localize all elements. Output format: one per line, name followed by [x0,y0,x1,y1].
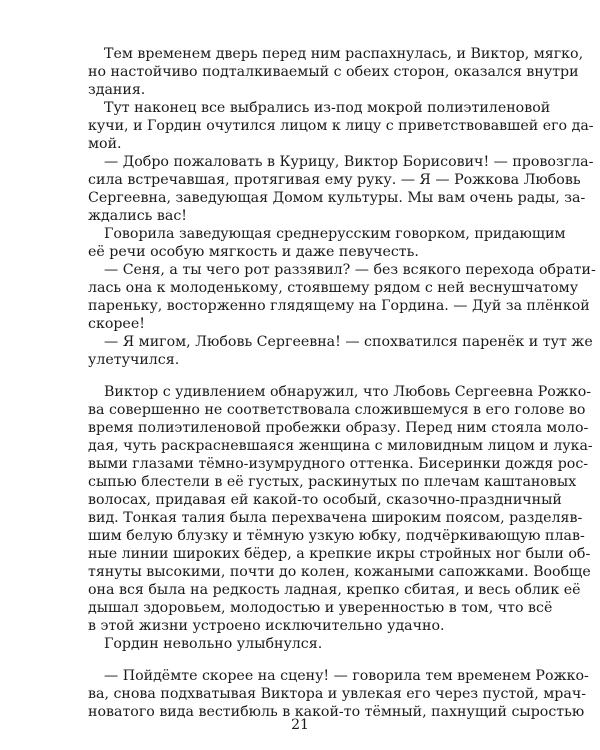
text-line: лась она к молоденькому, стоявшему рядом с ней веснушчатому [88,280,579,296]
text-line: время полиэтиленовой пробежки образу. Перед ним стояла моло- [88,420,589,436]
text-line: Тем временем дверь перед ним распахнулась, и Виктор, мягко, [104,46,584,62]
text-line: её речи особую мягкость и даже певучесть. [88,244,419,260]
text-line: Гордин невольно улыбнулся. [104,636,323,652]
text-line: Говорила заведующая среднерусским говорком, придающим [104,226,566,242]
text-line: ждались вас! [88,208,187,224]
text-line: — Пойдёмте скорее на сцену! — говорила тем временем Рожко- [104,668,589,684]
text-line: — Добро пожаловать в Курицу, Виктор Борисович! — провозгла- [104,154,594,170]
text-line: новатого вида вестибюль в какой-то тёмный, пахнущий сыростью [88,704,585,720]
text-line: она вся была на редкость ладная, крепко сбитая, и весь облик её [88,582,581,598]
text-line: улетучился. [88,352,180,368]
text-line: но настойчиво подталкиваемый с обеих сторон, оказался внутри [88,64,579,80]
text-line: Сергеевна, заведующая Домом культуры. Мы вам очень рады, за- [88,190,586,206]
text-line: кучи, и Гордин очутился лицом к лицу с приветствовавшей его да- [88,118,594,134]
text-line: ва совершенно не соответствовала сложившемуся в его голове во [88,402,586,418]
text-line: скорее! [88,316,145,332]
text-line: пареньку, восторженно глядящему на Гордина. — Дуй за плёнкой [88,298,590,314]
text-line: — Сеня, а ты чего рот раззявил? — без всякого перехода обрати- [104,262,596,278]
text-line: ные линии широких бёдер, а крепкие икры стройных ног были об- [88,546,591,562]
text-line: — Я мигом, Любовь Сергеевна! — спохватился паренёк и тут же [104,334,593,350]
text-line: в этой жизни устроено исключительно удачно. [88,618,445,634]
text-line: сыпью блестели в её густых, раскинутых по плечам каштановых [88,474,577,490]
text-line: сила встречавшая, протягивая ему руку. — Я — Рожкова Любовь [88,172,581,188]
text-line: выми глазами тёмно-изумрудного оттенка. Бисеринки дождя рос- [88,456,589,472]
text-line: дая, чуть раскрасневшаяся женщина с миловидным лицом и лука- [88,438,593,454]
text-line: шим белую блузку и тёмную узкую юбку, подчёркивающую плав- [88,528,585,544]
text-line: Виктор с удивлением обнаружил, что Любовь Сергеевна Рожко- [104,384,592,400]
page-number: 21 [291,717,309,733]
text-line: тянуты высокими, почти до колен, кожаными сапожками. Вообще [88,564,591,580]
text-line: волосах, придавая ей какой-то особый, сказочно-праздничный [88,492,562,508]
text-line: вид. Тонкая талия была перехвачена широким поясом, разделяв- [88,510,583,526]
text-line: здания. [88,82,146,98]
text-line: мой. [88,136,122,152]
text-line: ва, снова подхватывая Виктора и увлекая его через пустой, мрач- [88,686,587,702]
text-line: дышал здоровьем, молодостью и уверенностью в том, что всё [88,600,553,616]
text-line: Тут наконец все выбрались из-под мокрой полиэтиленовой [104,100,551,116]
